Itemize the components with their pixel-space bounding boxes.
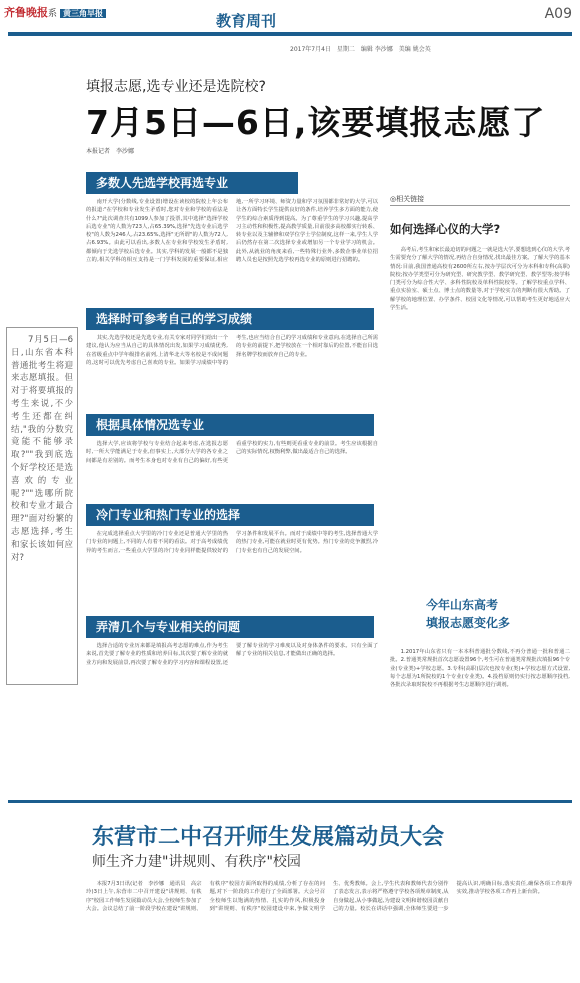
section-body-2: 其实,先选学校还是先选专业,有关专家对同学们给出一个建议,他认为应当从自己的具体情况出发,如果学习成绩优秀,在省级重点中学年级排名前列,上清华北大等名校是不成问题的,这时可以优先考虑自己喜欢的专业。如果学习成绩中等的考生,也应当结合自己的学习成绩和专业意向,在选择自己所需的专业的前提下,把学校放在一个相对靠后的位置,不能盲目选择名牌学校而放弃自己的专业。 [86, 335, 378, 366]
section-body-3: 选择大学,应该将学校与专业结合起来考虑,在选报志愿时,一所大学能满足于专业,但事实上,大部分大学的各专业之间都是有差别的。而考生本身也对专业有自己的偏好,有些更看重学校的实力,有些则更看重专业的前景。考生应该根据自己的实际情况,权衡利弊,做出最适合自己的选择。 [86, 441, 378, 464]
section-heading-2: 选择时可参考自己的学习成绩 [86, 308, 374, 330]
masthead [0, 0, 580, 30]
section-heading-1: 多数人先选学校再选专业 [86, 172, 298, 194]
page-number: A09 [544, 6, 572, 22]
dateline: 2017年7月4日 星期二 编辑 李沙娜 美编 姚会英 [290, 46, 431, 53]
newspaper-logo: 齐鲁晚报系 黄三角早报 [4, 4, 106, 20]
bottom-headline: 东营市二中召开师生发展篇动员大会 [92, 825, 445, 850]
top-rule [8, 32, 572, 36]
sidebar-text: 7月5日—6日,山东省本科普通批考生将迎来志愿填报。但对于将要填报的考生来说,不少考生还都在纠结,"我的分数究竟能不能够录取?""我到底选个好学校还是选喜欢的专业呢?""选哪所院校和专业才最合理?"面对纷繁的志愿选择,考生和家长该如何应对? [11, 335, 73, 563]
related-body: 高考后,考生和家长最迫切的问题之一就是选大学,要想选到心仪的大学,考生需要充分了解大学的情况,再结合自身情况,找出最佳方案。了解大学的基本情况:目前,我国普通高校有2600所左右,按办学层次可分为本科和专科(高职)院校;按办学类型可分为研究型、研究教学型、教学研究型、教学型等;按学科门类可分为综合性大学、多科性院校及单科性院校等。了解学校重点学科、重点实验室、硕士点、博士点的数量等,对于学校实力的判断有很大帮助。了解学校的地理位置、办学条件、校园文化等情况,可以帮助考生更好地适应大学生活。 [390, 247, 570, 312]
changes-title-line1: 今年山东高考 [426, 598, 499, 612]
section-heading-4: 冷门专业和热门专业的选择 [86, 504, 374, 526]
changes-title-line2: 填报志愿变化多 [426, 616, 511, 630]
changes-body: 1.2017年山东省只有一本本科普通批分数线,不再分普通一批和普通二批。2.普通类常规批首次志愿设置96个,考生可在普通类常规批次填报96个专业(专业类)+学校志愿。3.专科(高职)层次也按专业(类)+学校志愿方式设置,每个志愿为1所院校的1个专业(专业类)。4.投档原则仍实行按志愿顺序投档,各批次录取时院校不再根据考生志愿顺序进行调剂。 [390, 649, 570, 689]
article-byline: 本报记者 李沙娜 [86, 148, 135, 155]
edition-tag: 黄三角早报 [60, 9, 106, 18]
section-body-1: 南开大学(分数线,专业设置)增设在读校的院校上年公布的报道:"在学校和专业发生矛盾时,您对专业和学校的看法是什么?"此次调查共有1099人参加了投票,其中选择"选择学校后选专业"的人数为723人,占65.39%,选择"先选专业后选学校"的人数为246人,占23.65%,选择"无所谓"的人数为72人,占6.93%。由此可以看出,多数人在专业和学校发生矛盾时,都倾向于先选学校后选专业。其实,学科的发展一般都不是独立的,相关学科的相互支持是一门学科发展的重要保证,相应地,一所学习环境、师资力量和学习氛围都非常好的大学,可以让各方面特长学生提供良好的条件,培养学生多方面的能力,使学生的综合素质得到提高。为了尊重学生的学习兴趣,提高学习主动性和积极性,提高教学质量,目前很多高校都实行转系、转专业以及主辅修和双学位学士学位制度,这样一来,学生人学后仍然存在第二次选择专业或增加另一个专业学习的机会。此外,从就业的角度来看,一些特殊行业外,多数企事业单位招聘人员也是按照先选学校再选专业的原则进行招聘的。 [86, 199, 378, 264]
bottom-subtitle: 师生齐力建"讲规则、有秩序"校园 [92, 854, 301, 870]
section-body-4: 在完成选择重点大学里的冷门专业还是普通大学里的热门专业的问题上,不同的人有着不同的看法。对于高考成绩优异的考生而言,一些重点大学里的冷门专业同样能提供较好的学习条件和发展平台。而对于成绩中等的考生,选择普通大学的热门专业,可能在就业时更有优势。热门专业的竞争激烈,冷门专业也有自己的发展空间。 [86, 531, 378, 554]
bottom-rule [8, 800, 572, 803]
section-heading-3: 根据具体情况选专业 [86, 414, 374, 436]
article-subtitle: 填报志愿,选专业还是选院校? [86, 79, 266, 95]
section-title: 教育周刊 [216, 12, 277, 30]
section-heading-5: 弄清几个与专业相关的问题 [86, 616, 374, 638]
section-body-5: 选择合适的专业历来都是填报高考志愿的难点,作为考生来说,首先要了解专业的性质和培养目标,其次要了解专业的就业方向和发展前景,再次要了解专业的学习内容和课程设置,还要了解专业的学习难度以及对身体条件的要求。只有全面了解了专业的相关信息,才能做出正确的选择。 [86, 643, 378, 666]
related-title: 如何选择心仪的大学? [390, 222, 501, 236]
related-rule [390, 205, 570, 206]
sidebar-box [6, 327, 78, 685]
related-link-label: ◎相关链接 [390, 195, 425, 203]
article-headline: 7月5日—6日,该要填报志愿了 [86, 103, 546, 142]
bottom-body: 本报7月3日讯(记者 李沙娜 通讯员 高宗玲)3日上午,东营市二中召开建设"讲规则、有秩序"校园工作师生发展篇动员大会,全校师生参加了大会。会议总结了前一阶段学校在建设"讲规则、有秩序"校园方面所取得的成绩,分析了存在的问题,对下一阶段的工作进行了全面部署。大会号召全校师生以饱满的热情、扎实的作风,积极投身到"讲规则、有秩序"校园建设中来,争做文明学生、优秀教师。会上,学生代表和教师代表分别作了表态发言,表示将严格遵守学校各项规章制度,从自身做起,从小事做起,为建设文明和谐校园贡献自己的力量。校长在讲话中强调,全体师生要进一步提高认识,明确目标,落实责任,确保各项工作取得实效,推动学校各项工作再上新台阶。 [86, 881, 572, 912]
